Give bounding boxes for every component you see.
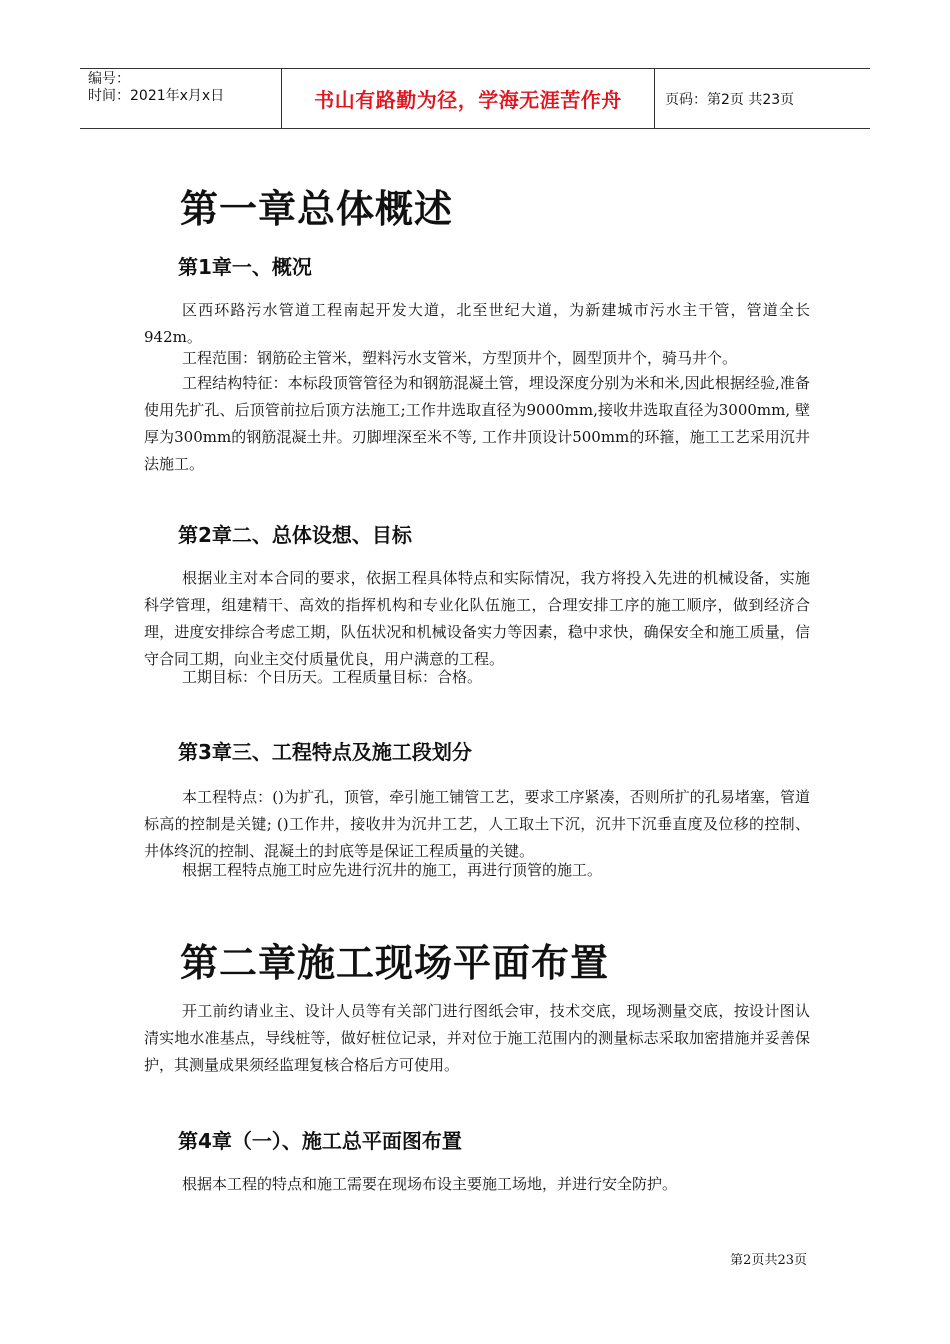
document-time-label: 时间：2021年x月x日 — [88, 88, 225, 104]
section-2-paragraph: 工期目标：个日历天。工程质量目标：合格。 — [182, 668, 483, 686]
header-page-number: 页码：第2页 共23页 — [665, 91, 795, 108]
section-2-paragraph: 根据业主对本合同的要求，依据工程具体特点和实际情况，我方将投入先进的机械设备，实施科学管理，组建精干、高效的指挥机构和专业化队伍施工，合理安排工序的施工顺序，做到经济合理，进度安排综合考虑工期，队伍状况和机械设备实力等因素，稳中求快，确保安全和施工质量，信守合同工期，向业主交付质量优良，用户满意的工程。 — [144, 569, 810, 668]
section-3-title: 第3章三、工程特点及施工段划分 — [178, 740, 472, 764]
header-meta — [80, 69, 281, 128]
section-4-title: 第4章（一）、施工总平面图布置 — [178, 1129, 462, 1153]
header-motto: 书山有路勤为径，学海无涯苦作舟 — [281, 69, 655, 128]
section-1-title: 第1章一、概况 — [178, 255, 312, 279]
section-1-paragraph: 工程结构特征：本标段顶管管径为和钢筋混凝土管，埋设深度分别为米和米,因此根据经验,准备使用先扩孔、后顶管前拉后顶方法施工;工作井选取直径为9000mm,接收井选取直径为3000mm, 壁厚为300mm的钢筋混凝土井。刃脚埋深至米不等, 工作井顶设计500mm的环箍，施工工艺采用沉井法施工。 — [144, 374, 810, 473]
page-footer: 第2页共23页 — [730, 1253, 807, 1268]
document-number-label: 编号： — [88, 71, 130, 87]
chapter-2-title: 第二章施工现场平面布置 — [180, 941, 610, 985]
page-header — [80, 68, 870, 129]
section-3-paragraph: 根据工程特点施工时应先进行沉井的施工，再进行顶管的施工。 — [182, 861, 603, 879]
section-1-paragraph: 区西环路污水管道工程南起开发大道，北至世纪大道，为新建城市污水主干管，管道全长942m。 — [144, 301, 810, 346]
section-3-paragraph: 本工程特点：()为扩孔，顶管，牵引施工铺管工艺，要求工序紧凑，否则所扩的孔易堵塞，管道标高的控制是关键; ()工作井，接收井为沉井工艺，人工取土下沉，沉井下沉垂直度及位移的控制、井体终沉的控制、混凝土的封底等是保证工程质量的关键。 — [144, 788, 810, 860]
section-1-paragraph: 工程范围：钢筋砼主管米，塑料污水支管米，方型顶井个，圆型顶井个，骑马井个。 — [182, 349, 738, 367]
chapter-1-title: 第一章总体概述 — [180, 187, 454, 231]
section-4-paragraph: 根据本工程的特点和施工需要在现场布设主要施工场地，并进行安全防护。 — [182, 1175, 678, 1193]
section-2-title: 第2章二、总体设想、目标 — [178, 523, 412, 547]
chapter-2-intro: 开工前约请业主、设计人员等有关部门进行图纸会审，技术交底，现场测量交底，按设计图认清实地水准基点，导线桩等，做好桩位记录，并对位于施工范围内的测量标志采取加密措施并妥善保护，其测量成果须经监理复核合格后方可使用。 — [144, 1002, 810, 1074]
